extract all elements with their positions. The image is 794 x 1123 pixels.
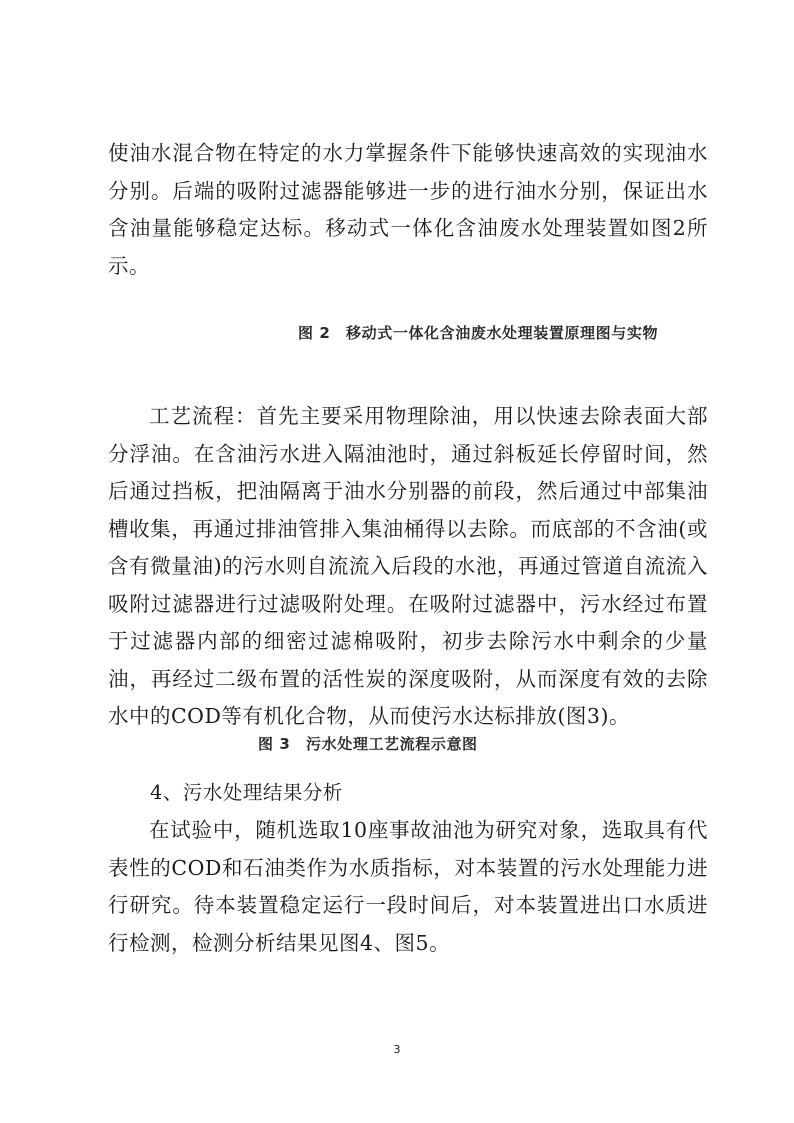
intro-paragraph: 使油水混合物在特定的水力掌握条件下能够快速高效的实现油水分别。后端的吸附过滤器能够进一步的进行油水分别，保证出水含油量能够稳定达标。移动式一体化含油废水处理装置如图2所示。	[108, 141, 708, 278]
process-paragraph: 工艺流程：首先主要采用物理除油，用以快速去除表面大部分浮油。在含油污水进入隔油池时，通过斜板延长停留时间，然后通过挡板，把油隔离于油水分别器的前段，然后通过中部集油槽收集，再通过排油管排入集油桶得以去除。而底部的不含油(或含有微量油)的污水则自流流入后段的水池，再通过管道自流流入吸附过滤器进行过滤吸附处理。在吸附过滤器中，污水经过布置于过滤器内部的细密过滤棉吸附，初步去除污水中剩余的少量油，再经过二级布置的活性炭的深度吸附，从而深度有效的去除水中的COD等有机化合物，从而使污水达标排放(图3)。	[108, 404, 708, 728]
figure-2-caption: 图 2 移动式一体化含油废水处理装置原理图与实物	[298, 324, 659, 342]
figure-3-caption: 图 3 污水处理工艺流程示意图	[258, 735, 478, 753]
analysis-paragraph: 在试验中，随机选取10座事故油池为研究对象，选取具有代表性的COD和石油类作为水质指标，对本装置的污水处理能力进行研究。待本装置稳定运行一段时间后，对本装置进出口水质进行检测，检测分析结果见图4、图5。	[108, 818, 708, 955]
section-heading: 4、污水处理结果分析	[150, 781, 343, 804]
page-number: 3	[393, 1043, 401, 1056]
